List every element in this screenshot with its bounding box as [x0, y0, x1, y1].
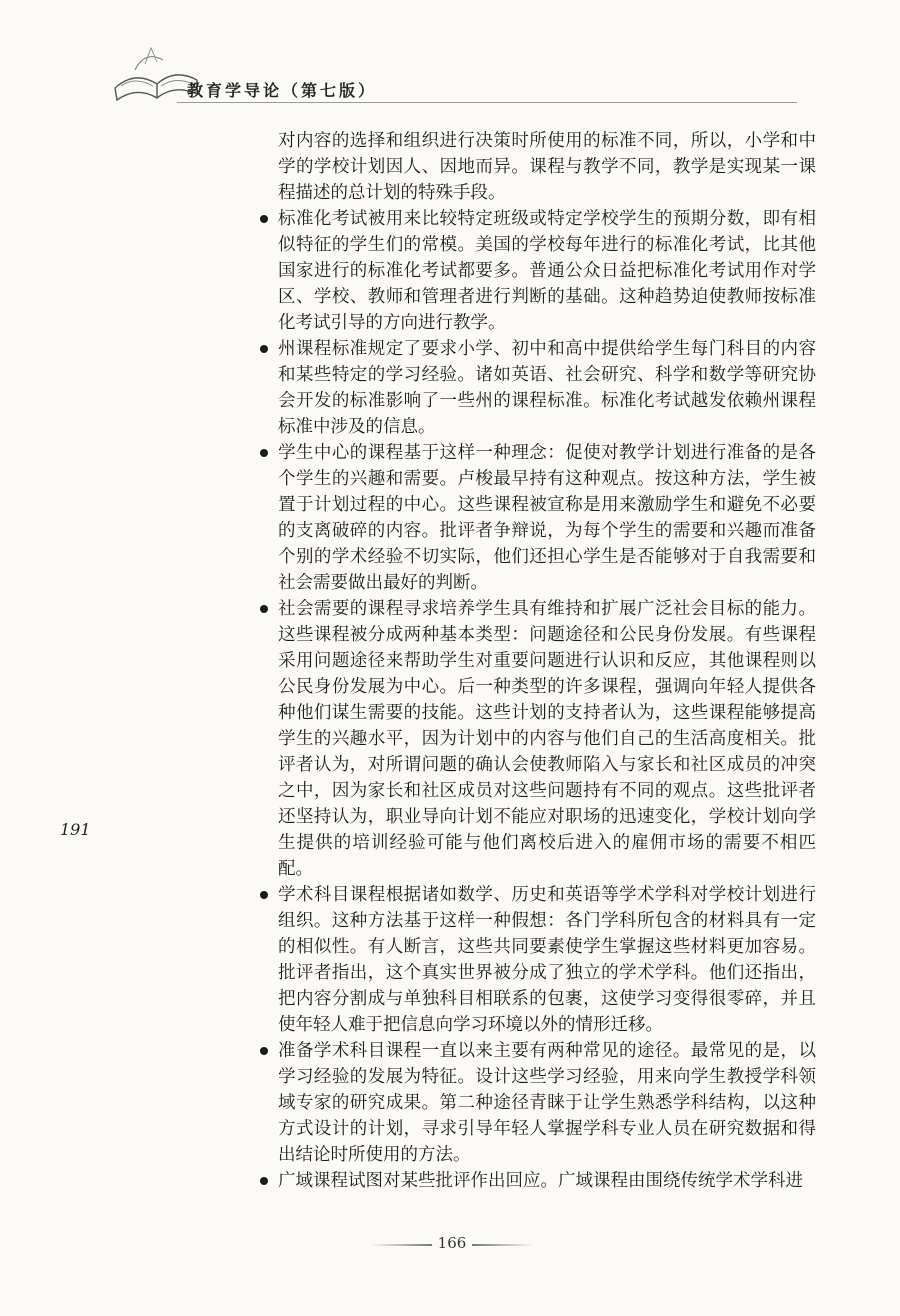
margin-reference-number: 191 [60, 820, 91, 839]
intro-paragraph: 对内容的选择和组织进行决策时所使用的标准不同，所以，小学和中学的学校计划因人、因地而异。课程与教学不同，教学是实现某一课程描述的总计划的特殊手段。 [278, 131, 816, 203]
bullet-icon [260, 891, 268, 899]
book-title: 教育学导论（第七版） [187, 81, 378, 100]
list-item [258, 596, 816, 882]
list-item-text: 学术科目课程根据诸如数学、历史和英语等学术学科对学校计划进行组织。这种方法基于这样一种假想：各门学科所包含的材料具有一定的相似性。有人断言，这些共同要素使学生掌握这些材料更加容易。批评者指出，这个真实世界被分成了独立的学术学科。他们还指出，把内容分割成与单独科目相联系的包裹，这使学习变得很零碎，并且使年轻人难于把信息向学习环境以外的情形迁移。 [278, 885, 816, 1035]
list-item [258, 206, 816, 336]
bullet-icon [260, 1177, 268, 1185]
bullet-icon [260, 449, 268, 457]
page-number: 166 [437, 1234, 467, 1252]
bullet-icon [260, 1047, 268, 1055]
list-item [258, 882, 816, 1038]
list-item-text: 学生中心的课程基于这样一种理念：促使对教学计划进行准备的是各个学生的兴趣和需要。卢梭最早持有这种观点。按这种方法，学生被置于计划过程的中心。这些课程被宣称是用来激励学生和避免不必要的支离破碎的内容。批评者争辩说，为每个学生的需要和兴趣而准备个别的学术经验不切实际，他们还担心学生是否能够对于自我需要和社会需要做出最好的判断。 [278, 443, 816, 593]
footer-ornament-right [472, 1244, 534, 1246]
list-item [258, 440, 816, 596]
list-item-text: 准备学术科目课程一直以来主要有两种常见的途径。最常见的是，以学习经验的发展为特征。设计这些学习经验，用来向学生教授学科领域专家的研究成果。第二种途径青睐于让学生熟悉学科结构，以这种方式设计的计划，寻求引导年轻人掌握学科专业人员在研究数据和得出结论时所使用的方法。 [278, 1041, 816, 1165]
bullet-icon [260, 215, 268, 223]
list-item-text: 州课程标准规定了要求小学、初中和高中提供给学生每门科目的内容和某些特定的学习经验。诸如英语、社会研究、科学和数学等研究协会开发的标准影响了一些州的课程标准。标准化考试越发依赖州课程标准中涉及的信息。 [278, 339, 816, 437]
main-text [258, 128, 816, 1194]
bullet-icon [260, 345, 268, 353]
header-divider [177, 102, 797, 103]
footer-ornament-left [370, 1244, 432, 1246]
list-item [258, 336, 816, 440]
list-item [258, 1168, 816, 1194]
list-item-text: 社会需要的课程寻求培养学生具有维持和扩展广泛社会目标的能力。这些课程被分成两种基本类型：问题途径和公民身份发展。有些课程采用问题途径来帮助学生对重要问题进行认识和反应，其他课程则以公民身份发展为中心。后一种类型的许多课程，强调向年轻人提供各种他们谋生需要的技能。这些计划的支持者认为，这些课程能够提高学生的兴趣水平，因为计划中的内容与他们自己的生活高度相关。批评者认为，对所谓问题的确认会使教师陷入与家长和社区成员的冲突之中，因为家长和社区成员对这些问题持有不同的观点。这些批评者还坚持认为，职业导向计划不能应对职场的迅速变化，学校计划向学生提供的培训经验可能与他们离校后进入的雇佣市场的需要不相匹配。 [278, 599, 816, 879]
list-item-text: 广域课程试图对某些批评作出回应。广域课程由围绕传统学术学科进 [278, 1171, 803, 1191]
page-footer [0, 1232, 900, 1262]
list-item-text: 标准化考试被用来比较特定班级或特定学校学生的预期分数，即有相似特征的学生们的常模。美国的学校每年进行的标准化考试，比其他国家进行的标准化考试都要多。普通公众日益把标准化考试用作对学区、学校、教师和管理者进行判断的基础。这种趋势迫使教师按标准化考试引导的方向进行教学。 [278, 209, 816, 333]
running-header [105, 40, 805, 110]
bullet-icon [260, 605, 268, 613]
list-item [258, 1038, 816, 1168]
